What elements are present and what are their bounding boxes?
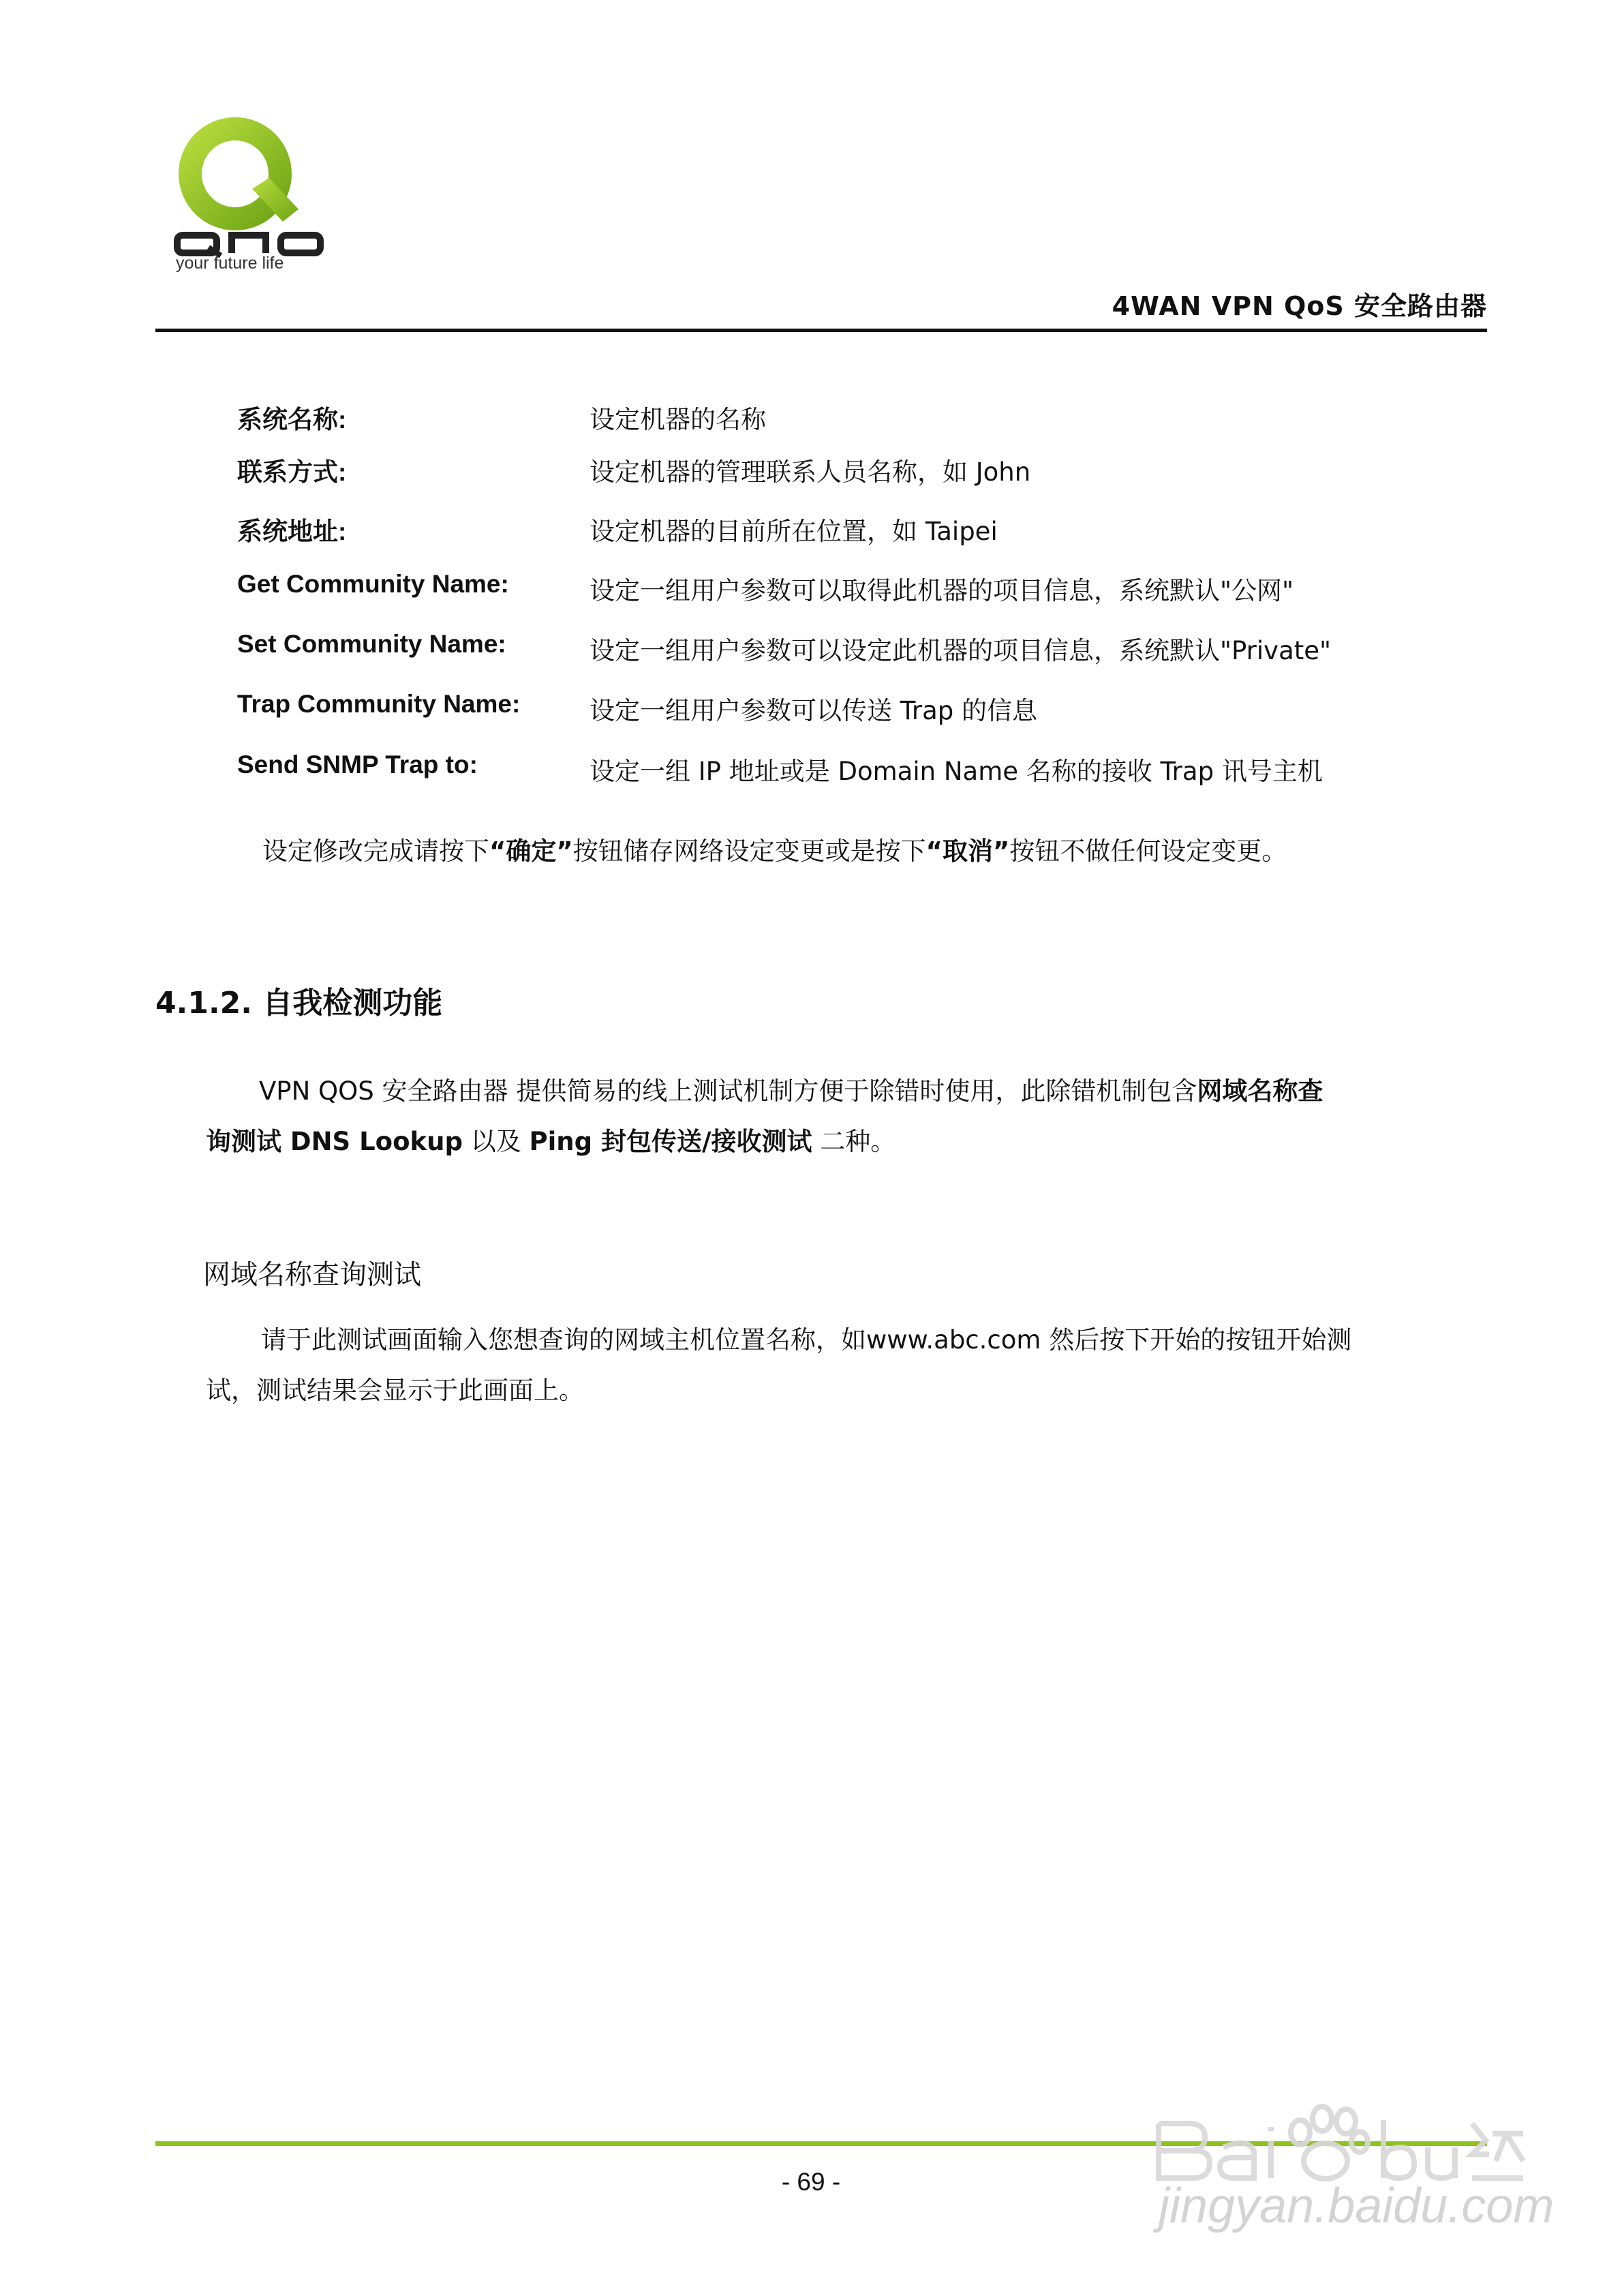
subsection-body-line-2: 试，测试结果会显示于此画面上。 <box>206 1376 584 1405</box>
confirm-label: “确定” <box>489 836 573 866</box>
setting-description: 设定一组 IP 地址或是 Domain Name 名称的接收 Trap 讯号主机 <box>590 757 1323 786</box>
section-heading: 4.1.2. 自我检测功能 <box>155 986 443 1021</box>
setting-label: Trap Community Name: <box>237 690 521 718</box>
watermark-url: jingyan.baidu.com <box>1159 2179 1555 2233</box>
intro-bold: 网域名称查 <box>1197 1076 1323 1106</box>
subsection-heading: 网域名称查询测试 <box>203 1259 421 1290</box>
intro-bold: Ping 封包传送/接收测试 <box>529 1127 812 1156</box>
save-note-text: 设定修改完成请按下 <box>262 836 489 866</box>
save-note-text: 按钮储存网络设定变更或是按下 <box>572 836 926 866</box>
setting-row-contact <box>237 451 1491 492</box>
setting-label: Send SNMP Trap to: <box>237 751 478 779</box>
intro-text: VPN QOS 安全路由器 提供简易的线上测试机制方便于除错时使用，此除错机制包含 <box>259 1076 1197 1106</box>
setting-description: 设定机器的目前所在位置，如 Taipei <box>590 517 998 546</box>
intro-bold: 询测试 DNS Lookup <box>206 1127 463 1156</box>
page-number: - 69 - <box>781 2168 841 2196</box>
logo-tagline: your future life <box>176 254 284 273</box>
document-header-title: 4WAN VPN QoS 安全路由器 <box>1112 291 1487 321</box>
setting-description: 设定机器的管理联系人员名称，如 John <box>590 457 1031 487</box>
setting-label: 系统地址: <box>237 517 347 545</box>
section-intro-line-2 <box>206 1117 896 1167</box>
subsection-body-line-1: 请于此测试画面输入您想查询的网域主机位置名称，如www.abc.com 然后按下开始的按钮开始测 <box>261 1325 1352 1355</box>
cancel-label: “取消” <box>925 836 1010 866</box>
setting-label: 系统名称: <box>237 406 347 434</box>
setting-description: 设定一组用户参数可以取得此机器的项目信息，系统默认"公网" <box>590 576 1294 605</box>
setting-row-trap-community <box>237 690 1491 731</box>
setting-row-send-trap <box>237 751 1491 791</box>
setting-description: 设定一组用户参数可以传送 Trap 的信息 <box>590 696 1038 725</box>
setting-row-set-community <box>237 630 1491 671</box>
save-note-text: 按钮不做任何设定变更。 <box>1009 836 1287 866</box>
setting-description: 设定机器的名称 <box>590 405 766 434</box>
intro-text: 以及 <box>462 1127 530 1156</box>
setting-description: 设定一组用户参数可以设定此机器的项目信息，系统默认"Private" <box>590 636 1332 665</box>
section-intro-line-1 <box>259 1066 1323 1117</box>
setting-row-location <box>237 511 1491 552</box>
intro-text: 二种。 <box>812 1127 896 1156</box>
setting-label: Set Community Name: <box>237 630 506 658</box>
setting-row-get-community <box>237 570 1491 611</box>
save-instruction <box>262 826 1287 877</box>
setting-row-system-name <box>237 399 1491 440</box>
setting-label: 联系方式: <box>237 458 347 486</box>
header-divider <box>155 329 1487 332</box>
setting-label: Get Community Name: <box>237 570 509 598</box>
